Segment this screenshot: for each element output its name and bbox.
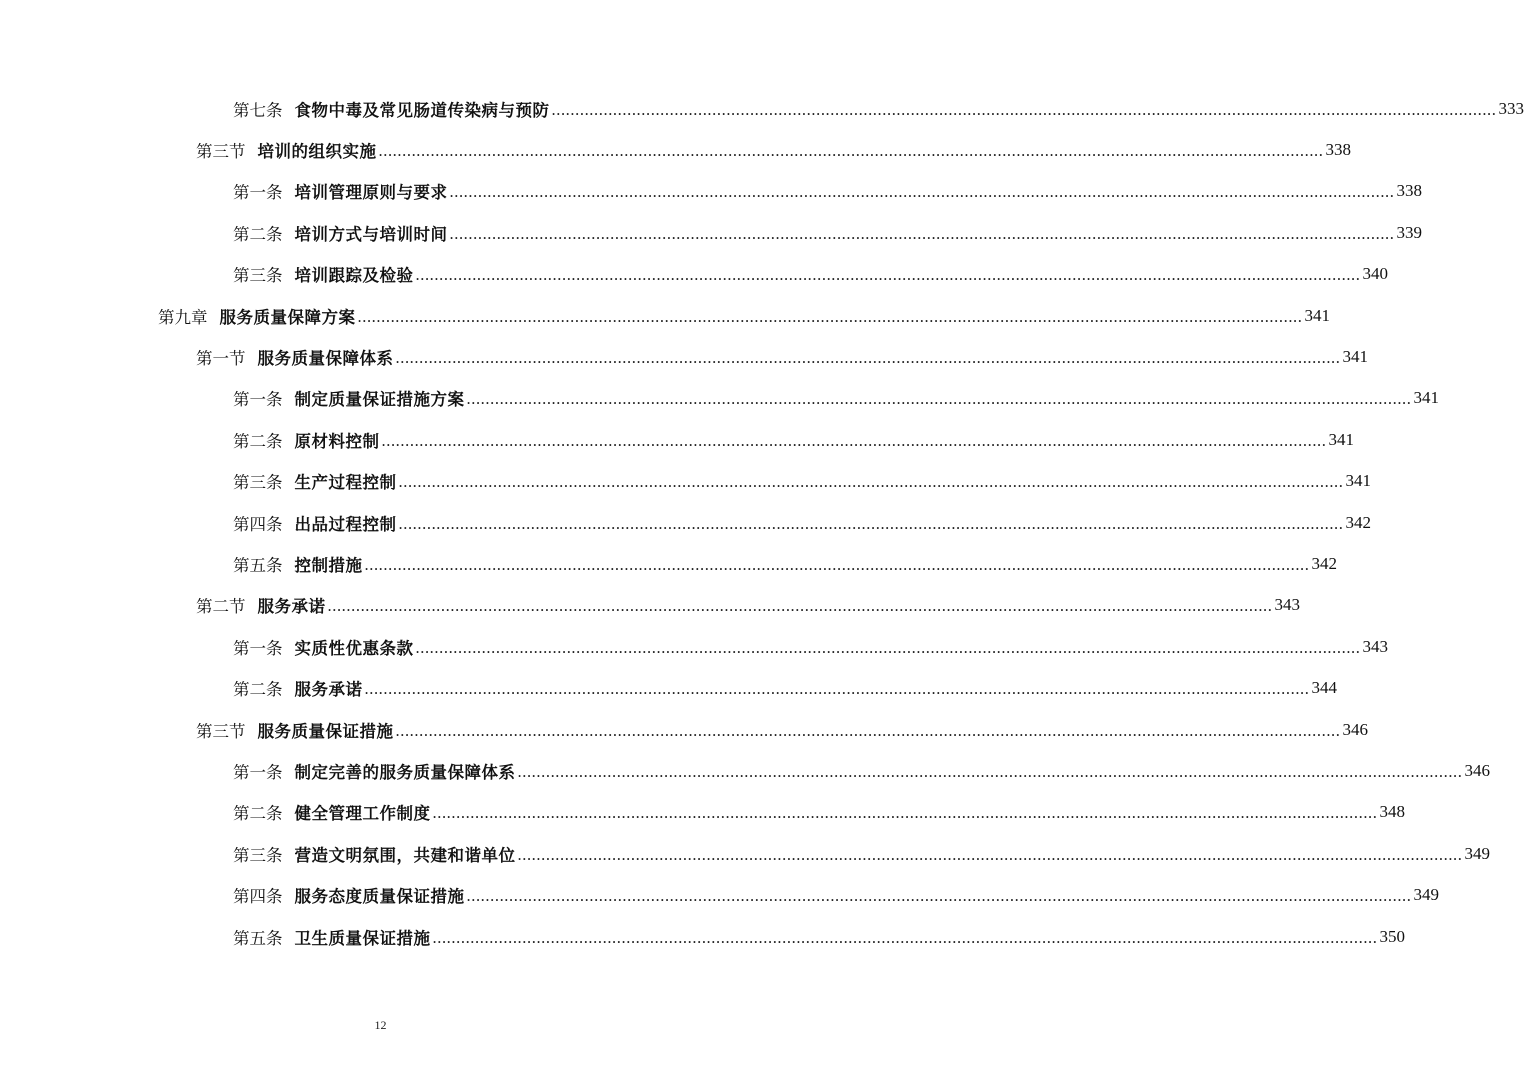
toc-entry[interactable] [0,792,1405,833]
entry-label: 第二节 [196,597,246,617]
entry-title: 制定完善的服务质量保障体系 [294,762,516,782]
entry-title: 培训方式与培训时间 [294,224,448,244]
entry-title: 实质性优惠条款 [294,638,414,658]
entry-page-number: 346 [1342,719,1368,739]
toc-entry[interactable] [0,750,1490,791]
toc-entry[interactable] [0,212,1422,253]
dot-leader: ........................................................................................................................................................................................................ [415,637,1361,657]
dot-leader: ........................................................................................................................................................................................................ [432,927,1378,947]
toc-entry[interactable] [0,916,1405,957]
entry-page-number: 338 [1396,181,1422,201]
entry-title: 健全管理工作制度 [294,804,431,824]
entry-page-number: 344 [1311,678,1337,698]
entry-page-number: 341 [1345,471,1371,491]
table-of-contents [0,88,1524,957]
dot-leader: ........................................................................................................................................................................................................ [378,141,1324,161]
dot-leader: ........................................................................................................................................................................................................ [449,182,1395,202]
dot-leader: ........................................................................................................................................................................................................ [395,348,1341,368]
entry-page-number: 340 [1362,264,1388,284]
entry-page-number: 342 [1311,553,1337,573]
dot-leader: ........................................................................................................................................................................................................ [364,679,1310,699]
entry-label: 第三条 [233,473,283,493]
entry-page-number: 339 [1396,222,1422,242]
toc-entry[interactable] [0,543,1337,584]
dot-leader: ........................................................................................................................................................................................................ [449,223,1395,243]
entry-title: 卫生质量保证措施 [294,928,431,948]
entry-title: 出品过程控制 [294,514,397,534]
entry-title: 培训管理原则与要求 [294,183,448,203]
toc-entry[interactable] [0,295,1330,336]
entry-page-number: 346 [1464,760,1490,780]
dot-leader: ........................................................................................................................................................................................................ [466,389,1412,409]
toc-entry[interactable] [0,833,1490,874]
entry-page-number: 349 [1413,885,1439,905]
toc-entry[interactable] [0,171,1422,212]
entry-label: 第九章 [158,307,208,327]
dot-leader: ........................................................................................................................................................................................................ [551,99,1497,119]
entry-title: 制定质量保证措施方案 [294,390,465,410]
entry-label: 第五条 [233,555,283,575]
toc-entry[interactable] [0,626,1388,667]
toc-entry[interactable] [0,709,1368,750]
entry-title: 服务质量保证措施 [257,721,394,741]
entry-page-number: 343 [1362,636,1388,656]
entry-label: 第三节 [196,142,246,162]
dot-leader: ........................................................................................................................................................................................................ [432,803,1378,823]
dot-leader: ........................................................................................................................................................................................................ [395,720,1341,740]
toc-entry[interactable] [0,336,1368,377]
entry-title: 服务承诺 [294,680,363,700]
entry-page-number: 343 [1274,595,1300,615]
entry-label: 第七条 [233,100,283,120]
entry-title: 服务承诺 [257,597,326,617]
dot-leader: ........................................................................................................................................................................................................ [398,513,1344,533]
toc-entry[interactable] [0,88,1524,129]
entry-label: 第四条 [233,887,283,907]
entry-title: 培训跟踪及检验 [294,266,414,286]
toc-entry[interactable] [0,378,1439,419]
entry-title: 生产过程控制 [294,473,397,493]
toc-entry[interactable] [0,461,1371,502]
dot-leader: ........................................................................................................................................................................................................ [415,265,1361,285]
entry-label: 第二条 [233,224,283,244]
toc-entry[interactable] [0,667,1337,708]
entry-label: 第二条 [233,680,283,700]
entry-title: 食物中毒及常见肠道传染病与预防 [294,100,550,120]
entry-page-number: 348 [1379,802,1405,822]
entry-page-number: 341 [1413,388,1439,408]
entry-page-number: 342 [1345,512,1371,532]
entry-label: 第一条 [233,762,283,782]
toc-entry[interactable] [0,585,1300,626]
dot-leader: ........................................................................................................................................................................................................ [398,472,1344,492]
entry-title: 原材料控制 [294,431,380,451]
dot-leader: ........................................................................................................................................................................................................ [327,596,1273,616]
entry-title: 控制措施 [294,555,363,575]
entry-label: 第三条 [233,845,283,865]
entry-title: 营造文明氛围，共建和谐单位 [294,845,516,865]
entry-label: 第三条 [233,266,283,286]
dot-leader: ........................................................................................................................................................................................................ [466,886,1412,906]
toc-entry[interactable] [0,129,1351,170]
dot-leader: ........................................................................................................................................................................................................ [517,761,1463,781]
entry-page-number: 341 [1328,429,1354,449]
toc-entry[interactable] [0,874,1439,915]
entry-label: 第三节 [196,721,246,741]
entry-label: 第一节 [196,349,246,369]
dot-leader: ........................................................................................................................................................................................................ [364,554,1310,574]
entry-label: 第二条 [233,804,283,824]
entry-page-number: 350 [1379,926,1405,946]
entry-title: 服务质量保障方案 [219,307,356,327]
entry-page-number: 341 [1342,347,1368,367]
toc-entry[interactable] [0,502,1371,543]
page-number: 12 [374,1018,387,1032]
entry-title: 培训的组织实施 [257,142,377,162]
entry-label: 第四条 [233,514,283,534]
entry-label: 第二条 [233,431,283,451]
entry-page-number: 333 [1498,98,1524,118]
toc-entry[interactable] [0,419,1354,460]
dot-leader: ........................................................................................................................................................................................................ [381,430,1327,450]
entry-title: 服务态度质量保证措施 [294,887,465,907]
entry-label: 第五条 [233,928,283,948]
entry-page-number: 341 [1304,305,1330,325]
entry-label: 第一条 [233,183,283,203]
entry-label: 第一条 [233,638,283,658]
entry-title: 服务质量保障体系 [257,349,394,369]
entry-page-number: 349 [1464,843,1490,863]
entry-label: 第一条 [233,390,283,410]
dot-leader: ........................................................................................................................................................................................................ [517,844,1463,864]
toc-entry[interactable] [0,254,1388,295]
entry-page-number: 338 [1325,140,1351,160]
dot-leader: ........................................................................................................................................................................................................ [357,306,1303,326]
